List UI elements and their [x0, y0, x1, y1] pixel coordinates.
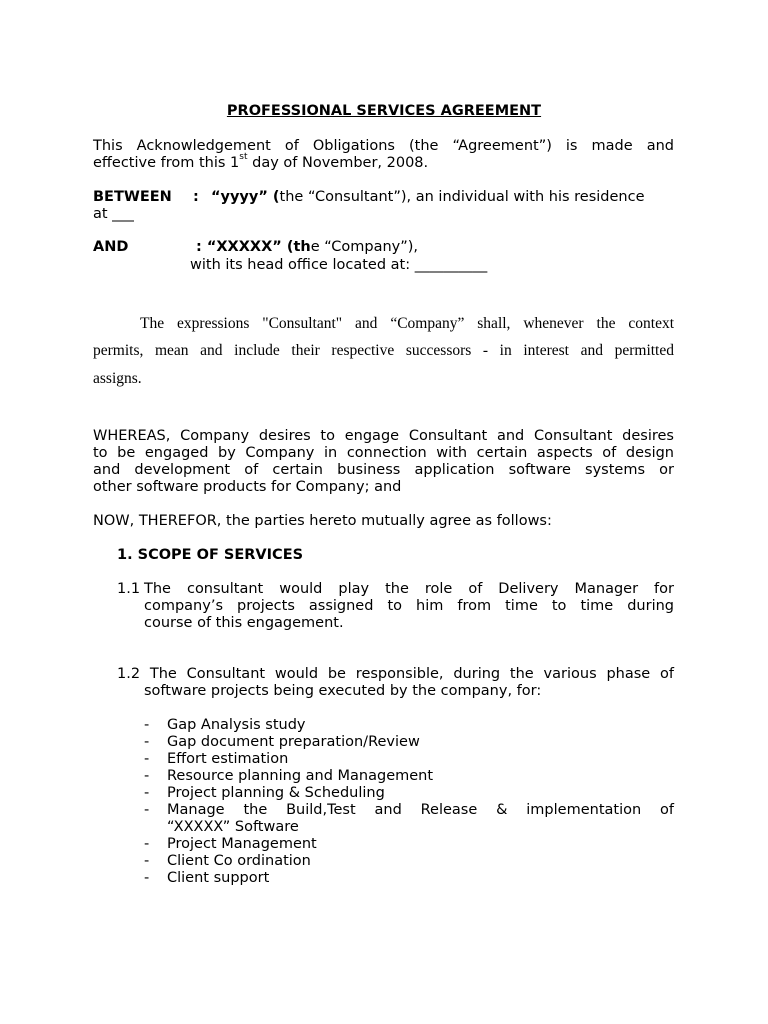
intro-line-1: This Acknowledgement of Obligations (the “Agreement”) is made and	[93, 138, 674, 154]
and-label: AND	[93, 239, 129, 255]
bullet-dash: -	[144, 734, 150, 750]
bullet-dash: -	[144, 768, 150, 784]
between-colon: :	[193, 189, 199, 205]
document-page: PROFESSIONAL SERVICES AGREEMENT This Acknowledgement of Obligations (the “Agreement”) is made and effective from this 1st day of November, 2008. BETWEEN : “yyyy” (the “Consultant”), an individual with his residence at ___ AND : “XXXXX” (the “Company”), with its head office located at: __________ The expressions "Consultant" and “Company” shall, whenever the context permits, mean and include their respective successors - in interest and permitted assigns. WHEREAS, Company desires to engage Consultant and Consultant desires to be engaged by Company in connection with certain aspects of design and development of certain business application software systems or other software products for Company; and NOW, THEREFOR, the parties hereto mutually agree as follows: 1. SCOPE OF SERVICES 1.1 The consultant would play the role of Delivery Manager for company’s projects assigned to him from time to time during course of this engagement. 1.2 The Consultant would be responsible, during the various phase of software projects being executed by the company, for: - Gap Analysis study - Gap document preparation/Review - Effort estimation - Resource planning and Management - Project planning & Scheduling - Manage the Build,Test and Release & implementation of “XXXXX” Software - Project Management - Client Co ordination - Client support	[0, 0, 768, 1024]
bullet-dash: -	[144, 717, 150, 733]
whereas-line-4: other software products for Company; and	[93, 479, 402, 495]
bullet-dash: -	[144, 751, 150, 767]
list-item-continuation: “XXXXX” Software	[167, 819, 299, 835]
whereas-line-2: to be engaged by Company in connection with certain aspects of design	[93, 445, 674, 461]
clause-1-2-line-1: 1.2 The Consultant would be responsible, during the various phase of	[117, 666, 674, 682]
expressions-line-1: The expressions "Consultant" and “Company” shall, whenever the context	[140, 315, 674, 332]
bullet-dash: -	[144, 785, 150, 801]
clause-1-1-number: 1.1	[117, 581, 141, 597]
whereas-line-3: and development of certain business application software systems or	[93, 462, 674, 478]
document-title: PROFESSIONAL SERVICES AGREEMENT	[226, 103, 542, 119]
intro-line-2: effective from this 1st day of November, 2008.	[93, 152, 429, 171]
between-party: “yyyy” (the “Consultant”), an individual with his residence	[211, 189, 645, 205]
bullet-dash: -	[144, 853, 150, 869]
expressions-line-2: permits, mean and include their respective successors - in interest and permitted	[93, 342, 674, 359]
clause-1-1-line-1: The consultant would play the role of Delivery Manager for	[144, 581, 674, 597]
between-address: at ___	[93, 206, 134, 222]
whereas-line-1: WHEREAS, Company desires to engage Consultant and Consultant desires	[93, 428, 674, 444]
section-heading-scope: 1. SCOPE OF SERVICES	[117, 547, 304, 563]
bullet-dash: -	[144, 870, 150, 886]
bullet-dash: -	[144, 836, 150, 852]
between-label: BETWEEN	[93, 189, 172, 205]
clause-1-2-line-2: software projects being executed by the company, for:	[144, 683, 542, 699]
and-party: : “XXXXX” (the “Company”),	[196, 239, 419, 255]
ordinal-suffix: st	[239, 152, 248, 163]
and-address: with its head office located at: __________	[190, 257, 488, 273]
expressions-line-3: assigns.	[93, 370, 142, 387]
clause-1-1-line-3: course of this engagement.	[144, 615, 344, 631]
now-therefore: NOW, THEREFOR, the parties hereto mutually agree as follows:	[93, 513, 552, 529]
clause-1-1-line-2: company’s projects assigned to him from time to time during	[144, 598, 674, 614]
bullet-dash: -	[144, 802, 150, 818]
